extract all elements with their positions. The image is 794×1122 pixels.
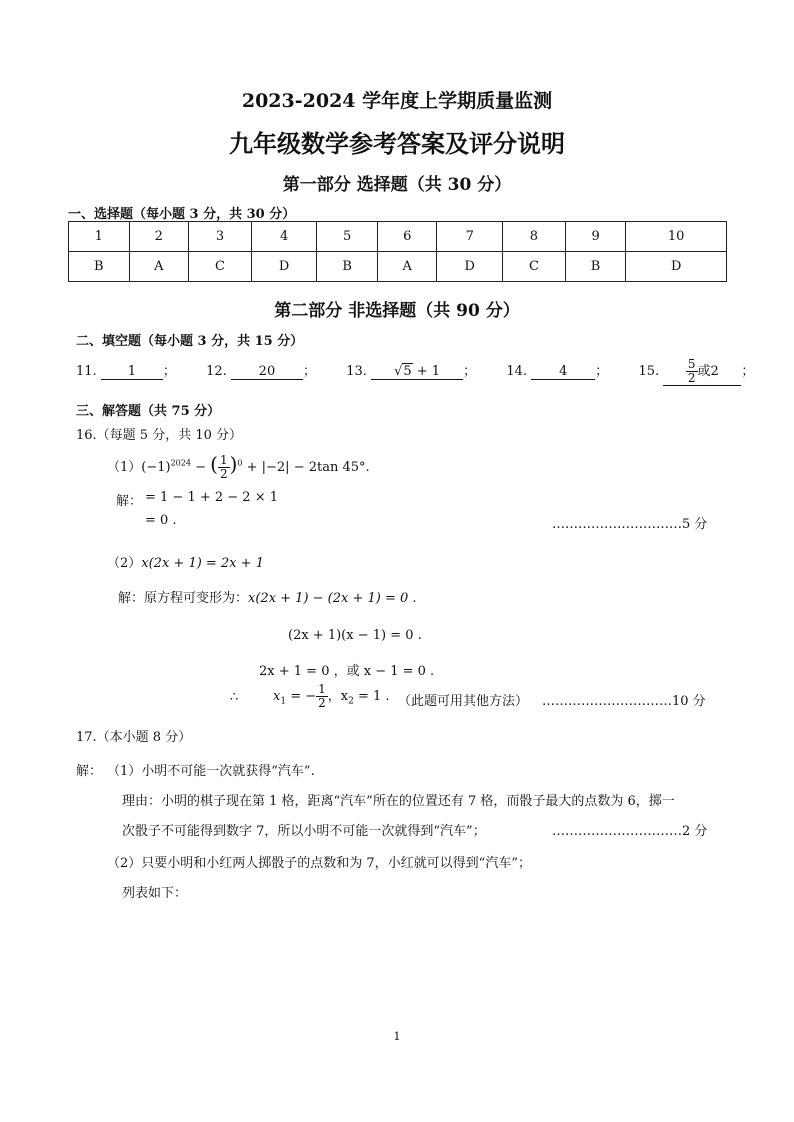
q11-answer: 1: [101, 364, 163, 380]
q16-part1-expression: $(1)(-1)^{2024}$ − ( $\frac{1}{2}$ )$^0$ + |−2| − 2tan 45°.: [107, 452, 370, 481]
q11-label: 11.: [76, 364, 97, 379]
answer-key-title: 九年级数学参考答案及评分说明: [229, 129, 565, 158]
q16-solution1-line2: = 0 .: [145, 513, 177, 528]
part-label: （2）: [107, 556, 142, 571]
separator: ；: [741, 364, 755, 379]
numerator: 1: [318, 682, 326, 696]
separator: ；: [595, 364, 609, 379]
denominator: 2: [318, 696, 326, 710]
q17-reason-line2: 次骰子不可能得到数字 7，所以小明不可能一次就得到“汽车”；: [122, 824, 486, 839]
q16-solution1-label: 解：: [116, 494, 143, 509]
expr-op: −: [190, 460, 211, 475]
q15-answer: [663, 358, 741, 386]
q16-solution2-line2: (2x + 1)(x − 1) = 0 .: [288, 628, 422, 643]
fraction: [316, 683, 328, 710]
table-cell: C: [189, 252, 252, 282]
exam-title: 2023-2024 学年度上学期质量监测: [241, 90, 553, 112]
q15-label: 15.: [638, 364, 660, 379]
q16-solution1-line1: = 1 − 1 + 2 − 2 × 1: [145, 490, 279, 505]
solution-label: 解：原方程可变形为：: [118, 591, 249, 606]
equation: x(2x + 1) = 2x + 1: [141, 556, 264, 571]
q17-table-intro: 列表如下：: [122, 886, 188, 901]
q13-answer: √5 + 1: [371, 364, 463, 380]
table-cell: 5: [317, 222, 378, 252]
therefore-symbol: ∴: [230, 690, 239, 705]
separator: ；: [302, 364, 316, 379]
table-cell: A: [377, 252, 437, 282]
q16-solution2-line1: [118, 587, 417, 606]
table-cell: 3: [189, 222, 252, 252]
equation: x(2x + 1) − (2x + 1) = 0 .: [248, 591, 417, 606]
q16-part2-equation: [107, 552, 264, 571]
fraction: [218, 454, 230, 481]
expr-term: (−1): [141, 460, 171, 475]
table-cell: 8: [503, 222, 566, 252]
separator: ；: [162, 364, 176, 379]
table-cell: B: [317, 252, 378, 282]
q14-label: 14.: [506, 364, 528, 379]
q16-score-10: …………………………10 分: [542, 694, 706, 709]
expr-term: + |−2| − 2tan 45°.: [242, 460, 370, 475]
q13-answer-rest: + 1: [412, 364, 441, 379]
table-cell: 6: [377, 222, 437, 252]
denominator: 2: [219, 467, 228, 481]
q14-answer: 4: [531, 364, 595, 380]
table-cell: B: [69, 252, 130, 282]
exponent: 0: [237, 458, 243, 468]
table-cell: 7: [437, 222, 503, 252]
q13-label: 13.: [346, 364, 367, 379]
q17-part2: （2）只要小明和小红两人掷骰子的点数和为 7，小红就可以得到“汽车”；: [107, 856, 531, 871]
q17-reason-line1: 理由：小明的棋子现在第 1 格，距离“汽车”所在的位置还有 7 格，而骰子最大的点数为 6，掷一: [122, 794, 675, 809]
expr-op: = −: [286, 689, 317, 704]
subscript: 1: [280, 696, 287, 707]
q16-roots: [273, 683, 390, 710]
q16-score-5: …………………………5 分: [552, 517, 708, 532]
variable: x: [273, 689, 281, 704]
choice-answer-table: [68, 221, 727, 282]
table-cell: D: [626, 252, 727, 282]
table-cell: 2: [129, 222, 189, 252]
q17-solution-label: 解：: [76, 764, 103, 779]
table-cell: 4: [251, 222, 317, 252]
part-label: （1）: [107, 460, 142, 475]
fill-answers-line: [76, 358, 754, 386]
q17-score-2: …………………………2 分: [552, 824, 708, 839]
fill-section-heading: 二、填空题（每小题 3 分，共 15 分）: [76, 334, 304, 349]
q16-method-note: （此题可用其他方法）: [398, 694, 529, 709]
q16-heading: 16.（每题 5 分，共 10 分）: [76, 428, 243, 443]
table-cell: B: [565, 252, 626, 282]
table-cell: C: [503, 252, 566, 282]
table-cell: 9: [565, 222, 626, 252]
q17-heading: 17.（本小题 8 分）: [76, 730, 192, 745]
table-cell: 10: [626, 222, 727, 252]
q15-answer-rest: 或2: [697, 364, 719, 379]
table-cell: 1: [69, 222, 130, 252]
exponent: 2024: [170, 458, 191, 468]
part1-title: 第一部分 选择题（共 30 分）: [282, 175, 512, 195]
numerator: 1: [219, 453, 228, 467]
fraction: [686, 358, 698, 385]
separator: ；: [463, 364, 477, 379]
q12-label: 12.: [206, 364, 227, 379]
answer-row: [69, 252, 727, 282]
numerator: 5: [687, 357, 696, 371]
solve-section-heading: 三、解答题（共 75 分）: [76, 404, 221, 419]
page-number: 1: [393, 1030, 401, 1043]
q17-part1: （1）小明不可能一次就获得“汽车”.: [107, 764, 315, 779]
table-cell: D: [437, 252, 503, 282]
q12-answer: 20: [231, 364, 303, 380]
table-cell: D: [251, 252, 317, 282]
denominator: 2: [687, 371, 696, 385]
question-number-row: [69, 222, 727, 252]
choice-section-heading: 一、选择题（每小题 3 分，共 30 分）: [68, 207, 296, 222]
variable: ，x: [327, 689, 349, 704]
subscript: 2: [348, 696, 354, 707]
radicand: 5: [403, 364, 412, 379]
q16-solution2-line3: 2x + 1 = 0 ，或 x − 1 = 0 .: [259, 664, 435, 679]
table-cell: A: [129, 252, 189, 282]
expr-op: = 1 .: [353, 689, 390, 704]
part2-title: 第二部分 非选择题（共 90 分）: [274, 301, 520, 321]
